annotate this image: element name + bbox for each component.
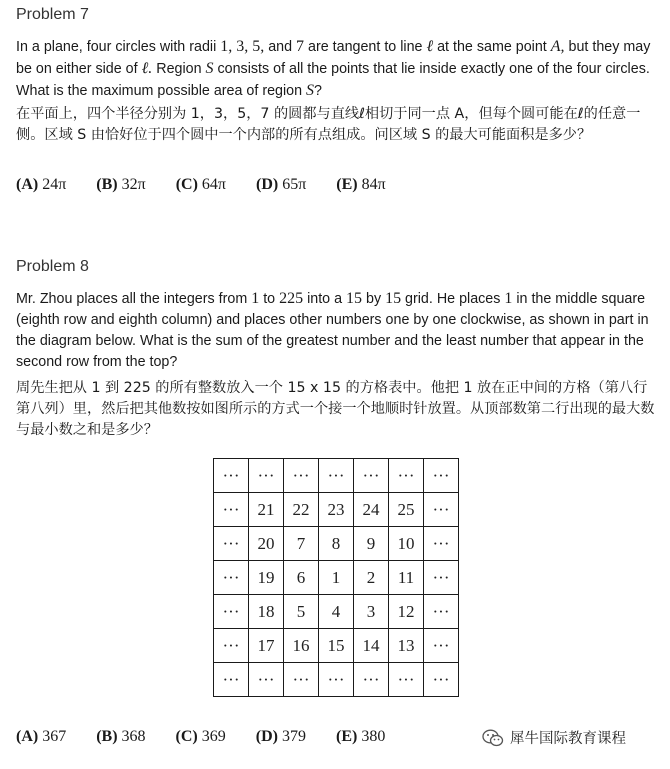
grid-cell: ··· bbox=[284, 459, 319, 493]
grid-cell: ··· bbox=[214, 493, 249, 527]
grid-cell: 11 bbox=[389, 561, 424, 595]
problem-7-choices bbox=[16, 176, 656, 194]
grid-cell: 23 bbox=[319, 493, 354, 527]
grid-cell: 14 bbox=[354, 629, 389, 663]
choice-a: (A) 367 bbox=[16, 728, 67, 745]
grid-cell: 25 bbox=[389, 493, 424, 527]
grid-cell: ··· bbox=[354, 459, 389, 493]
grid-cell: 18 bbox=[249, 595, 284, 629]
grid-cell: 7 bbox=[284, 527, 319, 561]
grid-cell: 19 bbox=[249, 561, 284, 595]
grid-cell: 16 bbox=[284, 629, 319, 663]
grid-cell: ··· bbox=[424, 527, 459, 561]
grid-cell: 24 bbox=[354, 493, 389, 527]
choice-d: (D) 65π bbox=[256, 176, 307, 193]
grid-row bbox=[214, 629, 459, 663]
grid-cell: 3 bbox=[354, 595, 389, 629]
grid-cell: ··· bbox=[424, 595, 459, 629]
spiral-grid bbox=[213, 458, 459, 697]
grid-row bbox=[214, 595, 459, 629]
grid-cell: 6 bbox=[284, 561, 319, 595]
grid-cell: ··· bbox=[249, 663, 284, 697]
choice-c: (C) 369 bbox=[175, 728, 226, 745]
grid-cell: ··· bbox=[214, 561, 249, 595]
problem-7-english-text: In a plane, four circles with radii 1, 3, 5, and 7 are tangent to line ℓ at the same point A, but they may be on either side of ℓ. Region S consists of all the points that lie inside exactly one of the four circles. What is the maximum possible area of region S? bbox=[16, 38, 651, 99]
grid-cell: 17 bbox=[249, 629, 284, 663]
grid-cell: ··· bbox=[214, 629, 249, 663]
watermark bbox=[482, 727, 626, 748]
grid-cell: ··· bbox=[249, 459, 284, 493]
problem-8-english-text: Mr. Zhou places all the integers from 1 to 225 into a 15 by 15 grid. He places 1 in the middle square (eighth row and eighth column) and places other numbers one by one clockwise, as shown in part in the diagram below. What is the sum of the greatest number and the least number that appear in the second row from the top? bbox=[16, 290, 649, 370]
grid-row bbox=[214, 459, 459, 493]
grid-cell: ··· bbox=[424, 561, 459, 595]
grid-cell: ··· bbox=[424, 629, 459, 663]
grid-row bbox=[214, 663, 459, 697]
wechat-icon bbox=[482, 729, 504, 747]
grid-cell: 4 bbox=[319, 595, 354, 629]
grid-cell: ··· bbox=[284, 663, 319, 697]
choice-c: (C) 64π bbox=[175, 176, 226, 193]
grid-cell: 22 bbox=[284, 493, 319, 527]
grid-cell: 10 bbox=[389, 527, 424, 561]
grid-cell: ··· bbox=[424, 663, 459, 697]
choice-a: (A) 24π bbox=[16, 176, 67, 193]
problem-8-heading: Problem 8 bbox=[16, 258, 89, 275]
problem-8-chinese-text: 周先生把从 1 到 225 的所有整数放入一个 15 x 15 的方格表中。他把 1 放在正中间的方格（第八行第八列）里，然后把其他数按如图所示的方式一个接一个地顺时针放置。从顶部数第二行出现的最大数与最小数之和是多少？ bbox=[16, 380, 655, 438]
grid-cell: 15 bbox=[319, 629, 354, 663]
grid-cell: ··· bbox=[214, 663, 249, 697]
grid-cell: ··· bbox=[214, 459, 249, 493]
grid-cell: ··· bbox=[214, 595, 249, 629]
grid-cell: 5 bbox=[284, 595, 319, 629]
grid-cell: 9 bbox=[354, 527, 389, 561]
grid-row bbox=[214, 493, 459, 527]
grid-cell: ··· bbox=[214, 527, 249, 561]
grid-cell: ··· bbox=[319, 663, 354, 697]
grid-row bbox=[214, 527, 459, 561]
choice-d: (D) 379 bbox=[255, 728, 306, 745]
grid-cell: 2 bbox=[354, 561, 389, 595]
grid-cell: 1 bbox=[319, 561, 354, 595]
grid-cell: 13 bbox=[389, 629, 424, 663]
grid-cell: ··· bbox=[424, 493, 459, 527]
grid-cell: ··· bbox=[424, 459, 459, 493]
grid-cell: 8 bbox=[319, 527, 354, 561]
grid-cell: ··· bbox=[389, 663, 424, 697]
problem-7-chinese-text: 在平面上，四个半径分别为 1，3，5，7 的圆都与直线ℓ相切于同一点 A，但每个圆可能在ℓ的任意一侧。区域 S 由恰好位于四个圆中一个内部的所有点组成。问区域 S 的最大可能面积是多少？ bbox=[16, 106, 641, 143]
grid-cell: 21 bbox=[249, 493, 284, 527]
grid-cell: ··· bbox=[389, 459, 424, 493]
choice-b: (B) 368 bbox=[96, 728, 146, 745]
grid-cell: 12 bbox=[389, 595, 424, 629]
choice-e: (E) 84π bbox=[336, 176, 386, 193]
choice-e: (E) 380 bbox=[335, 728, 386, 745]
grid-cell: ··· bbox=[354, 663, 389, 697]
watermark-text: 犀牛国际教育课程 bbox=[510, 731, 626, 747]
problem-7-heading: Problem 7 bbox=[16, 6, 89, 23]
choice-b: (B) 32π bbox=[96, 176, 146, 193]
grid-row bbox=[214, 561, 459, 595]
grid-cell: ··· bbox=[319, 459, 354, 493]
grid-cell: 20 bbox=[249, 527, 284, 561]
